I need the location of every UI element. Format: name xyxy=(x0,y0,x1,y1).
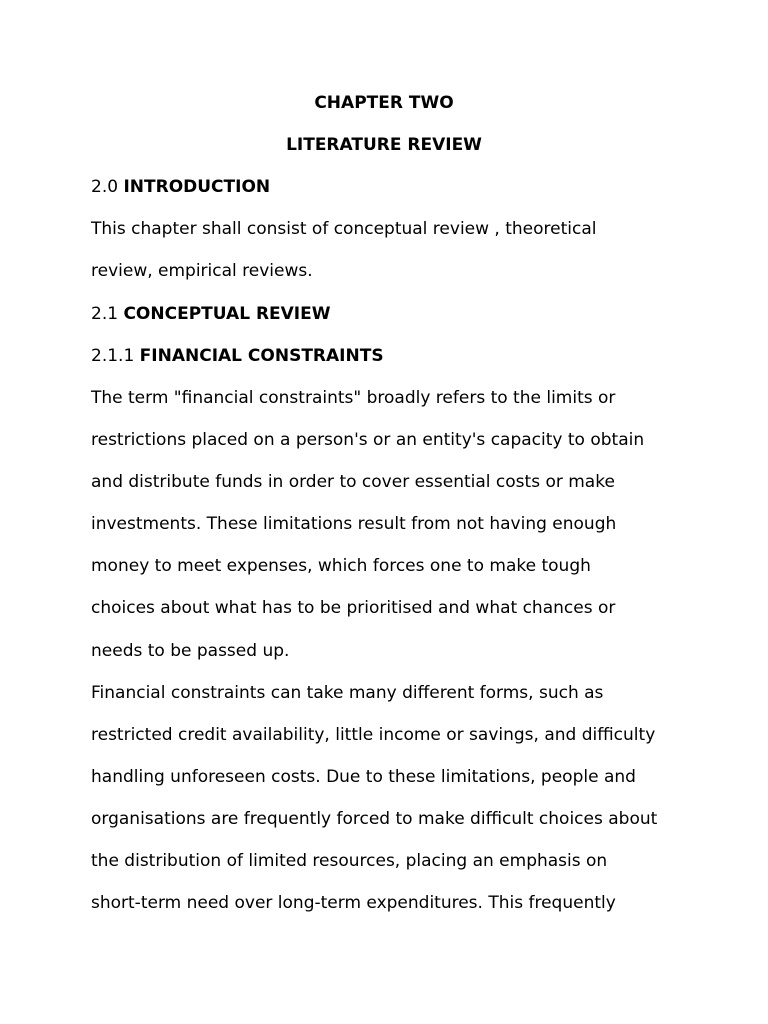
body-text-line: short-term need over long-term expenditures. This frequently xyxy=(91,893,616,913)
body-text-line: restricted credit availability, little income or savings, and difficulty xyxy=(91,725,656,745)
section-heading-introduction xyxy=(91,176,270,198)
chapter-subtitle: LITERATURE REVIEW xyxy=(286,135,482,155)
section-number: 2.1 xyxy=(91,304,119,324)
chapter-title: CHAPTER TWO xyxy=(314,93,454,113)
body-text-line: and distribute funds in order to cover essential costs or make xyxy=(91,472,615,492)
section-title: INTRODUCTION xyxy=(123,177,271,197)
section-title: CONCEPTUAL REVIEW xyxy=(123,304,331,324)
body-text-line: choices about what has to be prioritised and what chances or xyxy=(91,598,616,618)
body-text-line: investments. These limitations result from not having enough xyxy=(91,514,617,534)
body-text-line: Financial constraints can take many different forms, such as xyxy=(91,683,604,703)
body-text-line: needs to be passed up. xyxy=(91,641,290,661)
body-text-line: The term "financial constraints" broadly refers to the limits or xyxy=(91,388,616,408)
section-heading-conceptual-review xyxy=(91,303,331,325)
section-number: 2.1.1 xyxy=(91,346,135,366)
section-number: 2.0 xyxy=(91,177,119,197)
body-text-line: restrictions placed on a person's or an entity's capacity to obtain xyxy=(91,430,645,450)
body-text-line: the distribution of limited resources, placing an emphasis on xyxy=(91,851,608,871)
section-heading-financial-constraints xyxy=(91,345,384,367)
body-text-line: organisations are frequently forced to make difficult choices about xyxy=(91,809,658,829)
body-text-line: handling unforeseen costs. Due to these limitations, people and xyxy=(91,767,636,787)
intro-text-line: review, empirical reviews. xyxy=(91,261,313,281)
body-text-line: money to meet expenses, which forces one to make tough xyxy=(91,556,591,576)
section-title: FINANCIAL CONSTRAINTS xyxy=(139,346,384,366)
intro-text-line: This chapter shall consist of conceptual review , theoretical xyxy=(91,219,597,239)
